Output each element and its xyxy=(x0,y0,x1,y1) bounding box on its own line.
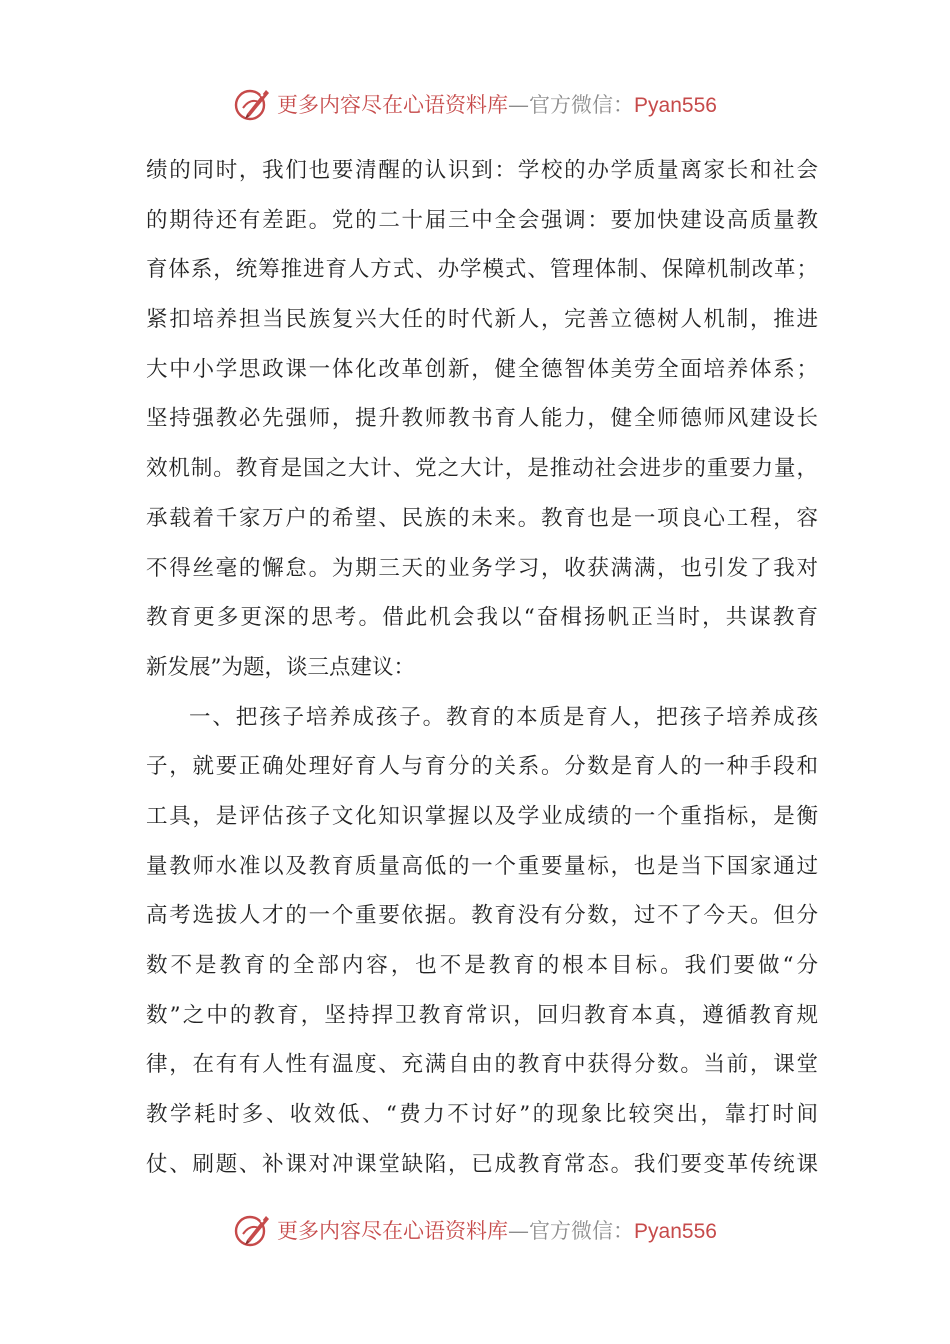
text-line: 教育更多更深的思考。借此机会我以“奋楫扬帆正当时，共谋教育 xyxy=(146,605,818,631)
watermark-slogan: 更多内容尽在心语资料库 xyxy=(277,1219,509,1243)
watermark-wechat-id: Pyan556 xyxy=(634,1220,717,1243)
text-line: 数不是教育的全部内容，也不是教育的根本目标。我们要做“分 xyxy=(146,953,818,978)
watermark-text xyxy=(277,89,717,119)
text-line: 绩的同时，我们也要清醒的认识到：学校的办学质量离家长和社会 xyxy=(146,158,818,183)
text-line: 坚持强教必先强师，提升教师教书育人能力，健全师德师风建设长 xyxy=(146,406,818,432)
text-line: 高考选拔人才的一个重要依据。教育没有分数，过不了今天。但分 xyxy=(146,903,818,929)
watermark-dash: — xyxy=(508,1219,530,1243)
text-line: 量教师水准以及教育质量高低的一个重要量标，也是当下国家通过 xyxy=(146,853,818,879)
watermark-text xyxy=(277,1215,717,1245)
watermark-wechat-label: 官方微信： xyxy=(529,1219,635,1243)
text-line: 工具，是评估孩子文化知识掌握以及学业成绩的一个重指标，是衡 xyxy=(146,803,818,829)
text-line: 育体系，统筹推进育人方式、办学模式、管理体制、保障机制改革； xyxy=(146,257,818,283)
footer-watermark xyxy=(0,1208,950,1252)
text-line: 大中小学思政课一体化改革创新，健全德智体美劳全面培养体系； xyxy=(146,356,818,382)
text-line: 紧扣培养担当民族复兴大任的时代新人，完善立德树人机制，推进 xyxy=(146,307,818,333)
text-line: 子，就要正确处理好育人与育分的关系。分数是育人的一种手段和 xyxy=(146,754,818,780)
text-line: 的期待还有差距。党的二十届三中全会强调：要加快建设高质量教 xyxy=(146,207,818,233)
watermark-wechat-id: Pyan556 xyxy=(634,94,717,117)
watermark-dash: — xyxy=(508,93,530,117)
text-line: 仗、刷题、补课对冲课堂缺陷，已成教育常态。我们要变革传统课 xyxy=(146,1151,818,1177)
text-line: 律，在有有人性有温度、充满自由的教育中获得分数。当前，课堂 xyxy=(146,1052,818,1078)
watermark-slogan: 更多内容尽在心语资料库 xyxy=(277,93,509,117)
text-line: 新发展”为题，谈三点建议： xyxy=(146,654,415,680)
document-body xyxy=(146,146,818,1189)
text-line: 不得丝毫的懈怠。为期三天的业务学习，收获满满，也引发了我对 xyxy=(146,555,818,581)
text-line: 数”之中的教育，坚持捍卫教育常识，回归教育本真，遵循教育规 xyxy=(146,1002,818,1028)
pen-logo-icon xyxy=(233,84,273,124)
text-line: 一、把孩子培养成孩子。教育的本质是育人，把孩子培养成孩 xyxy=(189,704,818,730)
text-line: 承载着千家万户的希望、民族的未来。教育也是一项良心工程，容 xyxy=(146,505,818,531)
pen-logo-icon xyxy=(233,1210,273,1250)
text-line: 教学耗时多、收效低、“费力不讨好”的现象比较突出，靠打时间 xyxy=(146,1102,818,1128)
text-line: 效机制。教育是国之大计、党之大计，是推动社会进步的重要力量， xyxy=(146,456,818,482)
paragraph xyxy=(146,693,818,1190)
header-watermark xyxy=(0,82,950,126)
paragraph xyxy=(146,146,818,693)
watermark-wechat-label: 官方微信： xyxy=(529,93,635,117)
